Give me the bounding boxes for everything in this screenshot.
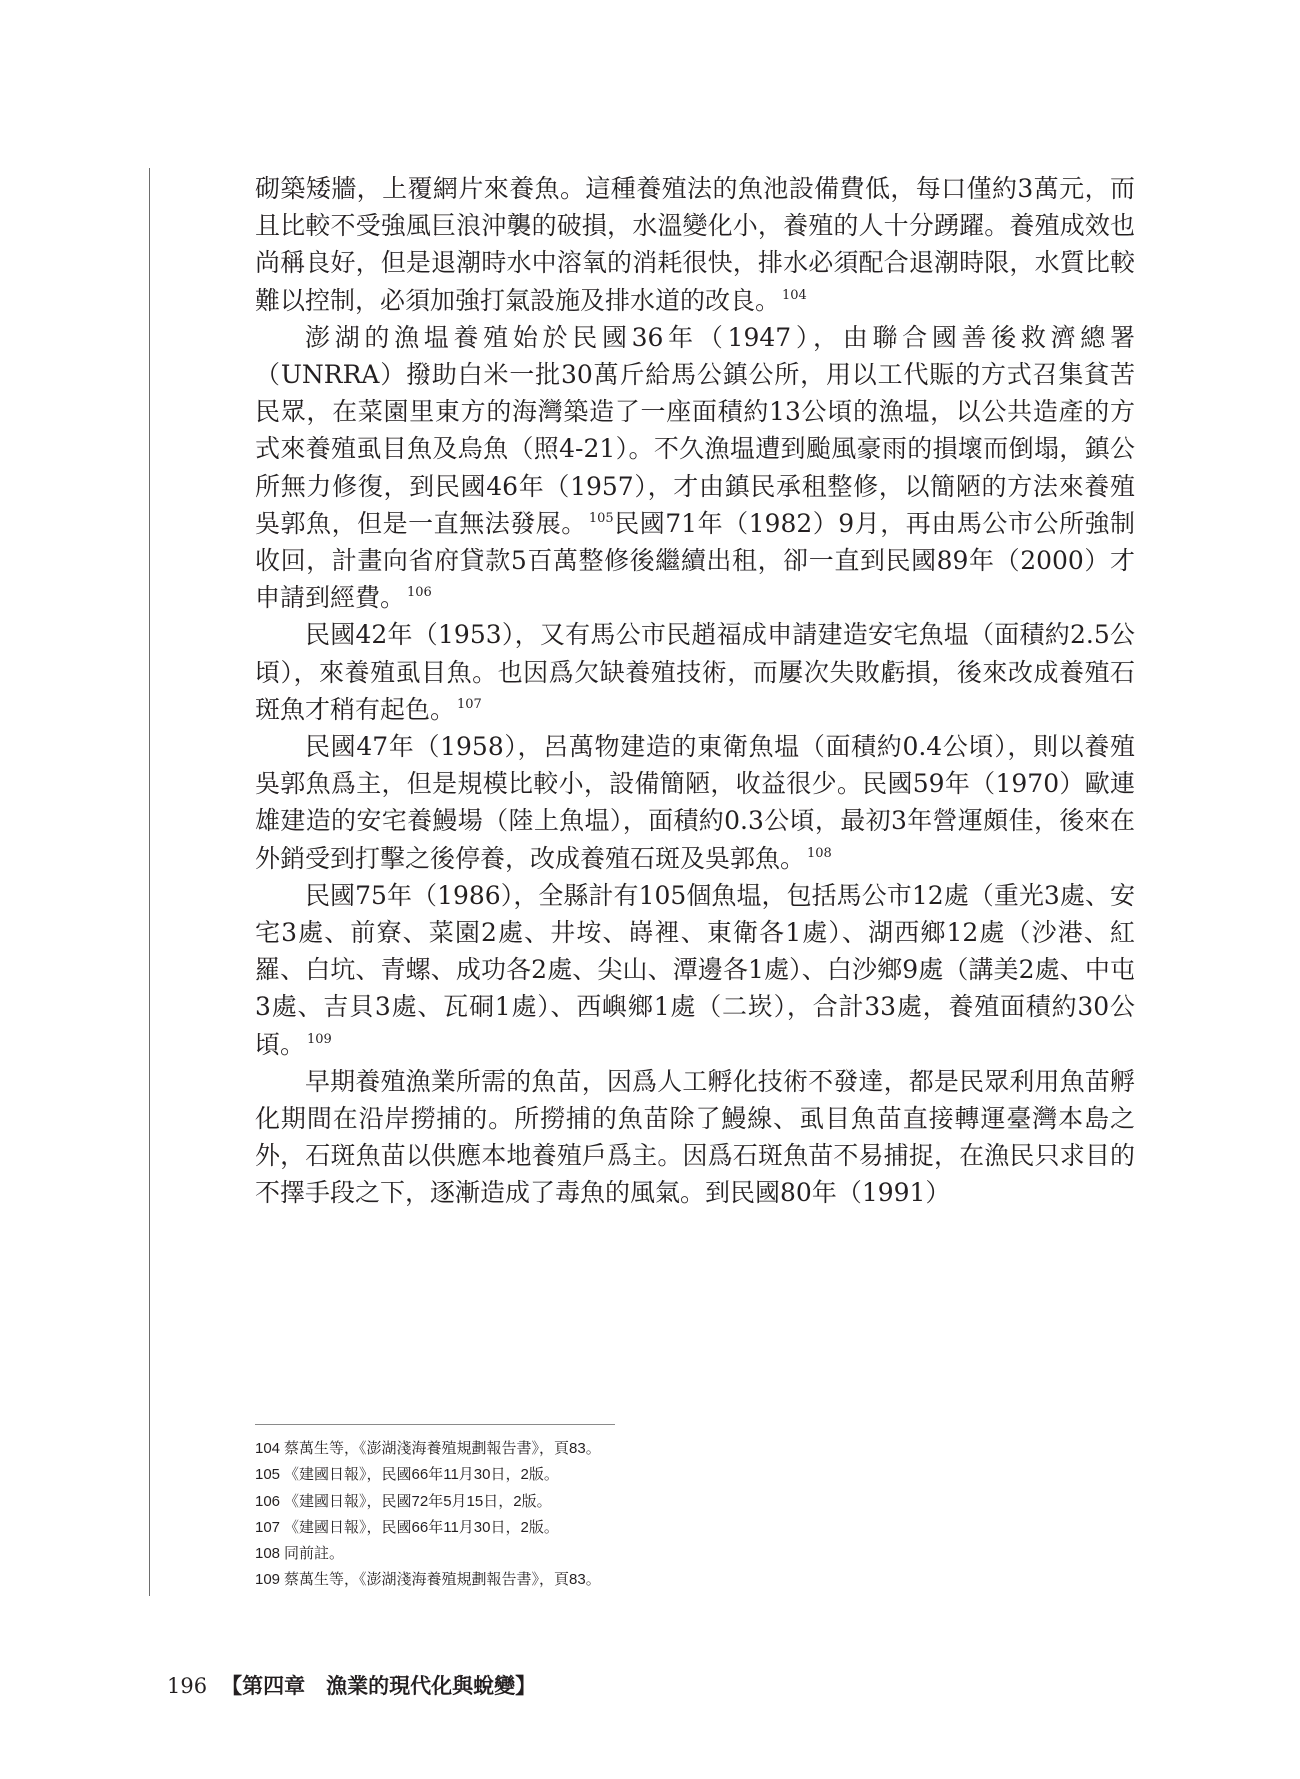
footnote-104: 104 蔡萬生等，《澎湖淺海養殖規劃報告書》，頁83。 — [255, 1440, 601, 1457]
footnote-ref[interactable]: 109 — [307, 1031, 332, 1047]
footnote-divider — [255, 1424, 615, 1425]
footnote-ref[interactable]: 106 — [407, 585, 432, 601]
paragraph-3: 民國42年（1953），又有馬公市民趙福成申請建造安宅魚塭（面積約2.5公頃），來養殖虱目魚。也因爲欠缺養殖技術，而屢次失敗虧損，後來改成養殖石斑魚才稍有起色。 $^{107}$ — [255, 620, 1135, 724]
margin-rule — [149, 168, 150, 1596]
footnote-ref[interactable]: 108 — [807, 845, 832, 861]
paragraph-4: 民國47年（1958），呂萬物建造的東衛魚塭（面積約0.4公頃），則以養殖吳郭魚爲主，但是規模比較小，設備簡陋，收益很少。民國59年（1970）歐連雄建造的安宅養鰻場（陸上魚塭），面積約0.3公頃，最初3年營運頗佳，後來在外銷受到打擊之後停養，改成養殖石斑及吳郭魚。 $^{108}$ — [255, 732, 1135, 873]
page-number: 196 — [167, 1674, 208, 1698]
footnote-108: 108 同前註。 — [255, 1545, 345, 1563]
footnotes — [255, 1436, 1135, 1594]
footnote-ref[interactable]: 105 — [588, 510, 614, 526]
footnote-107: 107 《建國日報》，民國66年11月30日，2版。 — [255, 1518, 559, 1536]
footnote-ref[interactable]: 107 — [457, 696, 482, 712]
chapter-title: 【第四章 漁業的現代化與蛻變】 — [221, 1673, 537, 1698]
paragraph-1: 砌築矮牆，上覆網片來養魚。這種養殖法的魚池設備費低，每口僅約3萬元，而且比較不受強風巨浪沖襲的破損，水溫變化小，養殖的人十分踴躍。養殖成效也尚稱良好，但是退潮時水中溶氧的消耗很快，排水必須配合退潮時限，水質比較難以控制，必須加強打氣設施及排水道的改良。 $^{104}$ — [255, 174, 1135, 315]
paragraph-5: 民國75年（1986），全縣計有105個魚塭，包括馬公市12處（重光3處、安宅3處、前寮、菜園2處、井垵、嵵裡、東衛各1處）、湖西鄉12處（沙港、紅羅、白坑、青螺、成功各2處、尖山、潭邊各1處）、白沙鄉9處（講美2處、中屯3處、吉貝3處、瓦硐1處）、西嶼鄉1處（二崁），合計33處，養殖面積約30公頃。 $^{109}$ — [255, 880, 1135, 1059]
paragraph-2: 澎湖的漁塭養殖始於民國36年（1947），由聯合國善後救濟總署（UNRRA）撥助白米一批30萬斤給馬公鎮公所，用以工代賑的方式召集貧苦民眾，在菜園里東方的海灣築造了一座面積約13公頃的漁塭，以公共造產的方式來養殖虱目魚及烏魚（照4-21）。不久漁塭遭到颱風豪雨的損壞而倒塌，鎮公所無力修復，到民國46年（1957），才由鎮民承租整修，以簡陋的方法來養殖吳郭魚，但是一直無法發展。 $^{105}$民國71年（1982）9月，再由馬公市公所強制收回，計畫向省府貸款5百萬整修後繼續出租，卻一直到民國89年（2000）才申請到經費。 $^{106}$ — [255, 322, 1135, 613]
footnote-105: 105 《建國日報》，民國66年11月30日，2版。 — [255, 1466, 559, 1484]
page-footer — [167, 1670, 536, 1700]
footnote-ref[interactable]: 104 — [782, 287, 807, 303]
footnote-106: 106 《建國日報》，民國72年5月15日，2版。 — [255, 1492, 552, 1510]
main-text — [255, 170, 1135, 1212]
paragraph-6: 早期養殖漁業所需的魚苗，因爲人工孵化技術不發達，都是民眾利用魚苗孵化期間在沿岸撈捕的。所撈捕的魚苗除了鰻線、虱目魚苗直接轉運臺灣本島之外，石斑魚苗以供應本地養殖戶爲主。因爲石斑魚苗不易捕捉，在漁民只求目的不擇手段之下，逐漸造成了毒魚的風氣。到民國80年（1991） — [255, 1066, 1135, 1208]
footnote-109: 109 蔡萬生等，《澎湖淺海養殖規劃報告書》，頁83。 — [255, 1571, 601, 1589]
